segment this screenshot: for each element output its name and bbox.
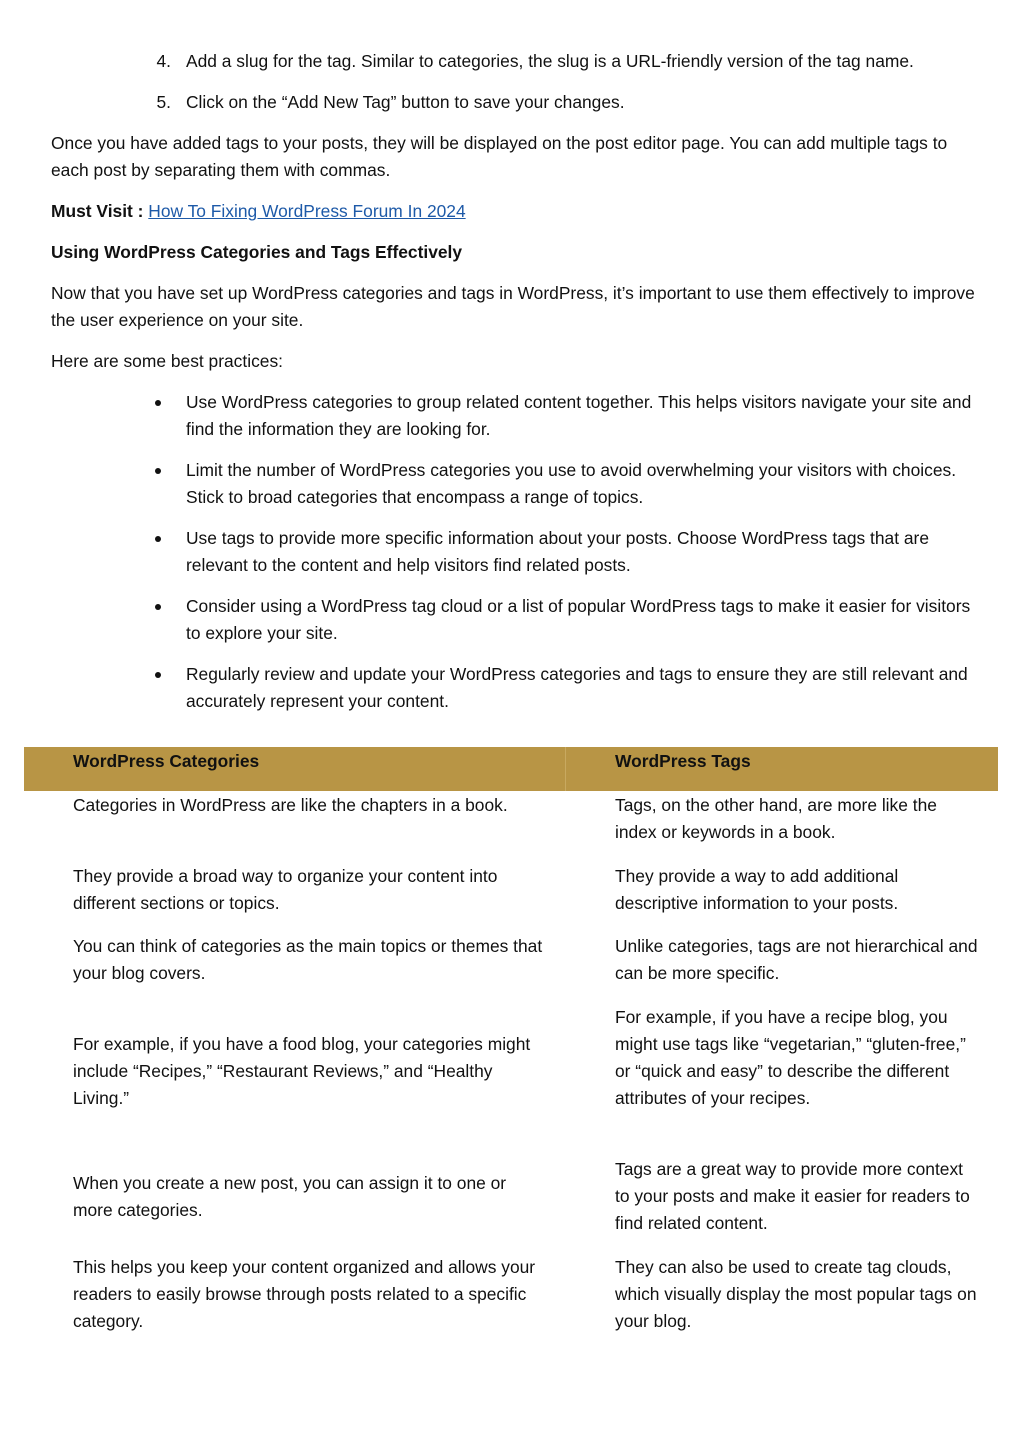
table-cell: When you create a new post, you can assign it to one or more categories. (73, 1173, 507, 1220)
list-item-text: Click on the “Add New Tag” button to save your changes. (186, 92, 625, 112)
table-cell: For example, if you have a recipe blog, you might use tags like “vegetarian,” “gluten-free,” or “quick and easy” to describe the different attributes of your recipes. (615, 1007, 966, 1108)
bullet-dot (155, 661, 165, 678)
table-cell: This helps you keep your content organized and allows your readers to easily browse through posts related to a specific category. (73, 1257, 536, 1331)
bullet-text: Limit the number of WordPress categories you use to avoid overwhelming your visitors with choices. Stick to broad categories that encompass a range of topics. (186, 460, 957, 507)
intro-paragraph: Once you have added tags to your posts, they will be displayed on the post editor page. You can add multiple tags to each post by separating them with commas. (51, 133, 948, 180)
list-number: 4. (156, 51, 171, 71)
bullet-text: Use tags to provide more specific information about your posts. Choose WordPress tags that are relevant to the content and help visitors find related posts. (186, 528, 930, 575)
header-tags: WordPress Tags (615, 751, 751, 771)
table-cell: They provide a way to add additional descriptive information to your posts. (615, 866, 899, 913)
best-practices-intro: Here are some best practices: (51, 351, 283, 371)
list-number: 5. (156, 92, 171, 112)
header-divider (565, 747, 566, 791)
bullet-dot (155, 389, 165, 406)
table-cell: Tags are a great way to provide more context to your posts and make it easier for readers to find related content. (615, 1159, 970, 1233)
bullet-text: Consider using a WordPress tag cloud or a list of popular WordPress tags to make it easier for visitors to explore your site. (186, 596, 971, 643)
section-paragraph: Now that you have set up WordPress categories and tags in WordPress, it’s important to use them effectively to improve the user experience on your site. (51, 283, 975, 330)
bullet-dot (155, 593, 165, 610)
table-cell: Tags, on the other hand, are more like the index or keywords in a book. (615, 795, 937, 842)
must-visit-link[interactable]: How To Fixing WordPress Forum In 2024 (148, 201, 466, 221)
must-visit-line (51, 198, 976, 225)
section-heading: Using WordPress Categories and Tags Effectively (51, 242, 463, 262)
must-visit-label: Must Visit : (51, 201, 144, 221)
table-cell: For example, if you have a food blog, your categories might include “Recipes,” “Restaurant Reviews,” and “Healthy Living.” (73, 1034, 531, 1108)
list-item-text: Add a slug for the tag. Similar to categories, the slug is a URL-friendly version of the tag name. (186, 51, 914, 71)
bullet-dot (155, 525, 165, 542)
table-cell: You can think of categories as the main topics or themes that your blog covers. (73, 936, 543, 983)
table-cell: They provide a broad way to organize your content into different sections or topics. (73, 866, 498, 913)
bullet-text: Use WordPress categories to group related content together. This helps visitors navigate your site and find the information they are looking for. (186, 392, 972, 439)
bullet-dot (155, 457, 165, 474)
bullet-text: Regularly review and update your WordPress categories and tags to ensure they are still relevant and accurately represent your content. (186, 664, 968, 711)
table-cell: They can also be used to create tag clouds, which visually display the most popular tags on your blog. (615, 1257, 977, 1331)
header-categories: WordPress Categories (73, 751, 260, 771)
table-cell: Unlike categories, tags are not hierarchical and can be more specific. (615, 936, 978, 983)
table-cell: Categories in WordPress are like the chapters in a book. (73, 795, 508, 815)
